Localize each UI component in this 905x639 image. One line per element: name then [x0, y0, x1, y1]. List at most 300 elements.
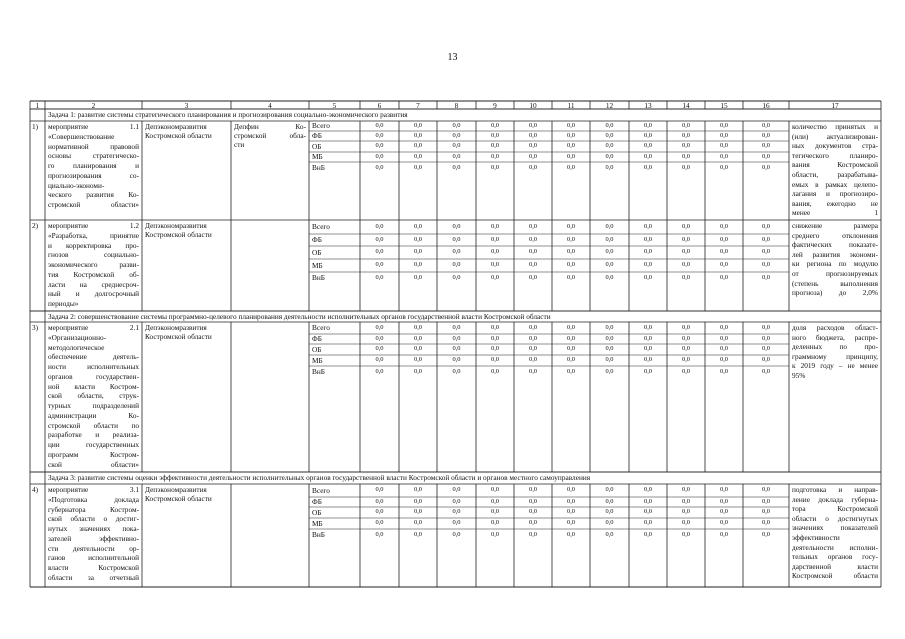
funding-value: 0,0	[720, 323, 728, 331]
funding-value: 0,0	[375, 235, 384, 243]
event-line: «Совершенствование	[48, 132, 115, 141]
funding-value: 0,0	[605, 356, 614, 363]
event-line: нутых значениях пока-	[48, 525, 139, 533]
funding-value: 0,0	[414, 235, 422, 243]
funding-value: 0,0	[452, 152, 461, 160]
funding-value: 0,0	[720, 367, 728, 375]
funding-value: 0,0	[491, 152, 499, 160]
funding-value: 0,0	[605, 530, 614, 538]
funding-value: 0,0	[491, 367, 499, 375]
event-line: нормативной правовой	[48, 142, 139, 151]
funding-value: 0,0	[720, 163, 728, 171]
funding-value: 0,0	[375, 345, 384, 352]
funding-value: 0,0	[375, 163, 384, 171]
row-number: 4)	[32, 486, 39, 494]
funding-value: 0,0	[491, 142, 499, 149]
funding-value: 0,0	[414, 508, 422, 515]
event-line: го планирования и	[48, 162, 139, 170]
result-line: граммному принципу,	[792, 352, 878, 361]
funding-value: 0,0	[605, 334, 614, 342]
funding-value: 0,0	[682, 486, 690, 493]
column-header: 16	[762, 101, 770, 110]
funding-value: 0,0	[644, 121, 652, 129]
funding-value: 0,0	[720, 334, 728, 342]
funding-value: 0,0	[682, 497, 690, 505]
event-line: экономического разви-	[48, 261, 139, 269]
funding-value: 0,0	[682, 345, 690, 352]
funding-value: 0,0	[644, 152, 652, 160]
participant-line: Депфин Ко-	[234, 123, 306, 131]
column-header: 7	[416, 101, 420, 110]
funding-value: 0,0	[567, 345, 575, 352]
funding-value: 0,0	[529, 163, 537, 171]
funding-value: 0,0	[567, 530, 575, 538]
funding-value: 0,0	[414, 121, 422, 129]
funding-value: 0,0	[605, 519, 614, 526]
funding-value: 0,0	[491, 334, 499, 342]
funding-value: 0,0	[682, 142, 690, 149]
funding-value: 0,0	[682, 530, 690, 538]
funding-value: 0,0	[682, 235, 690, 243]
funding-value: 0,0	[491, 131, 499, 139]
funding-value: 0,0	[720, 261, 728, 268]
result-line: вания Костромской	[792, 161, 878, 170]
funding-value: 0,0	[720, 222, 728, 230]
funding-value: 0,0	[605, 345, 614, 352]
result-line: снижение размера	[792, 222, 878, 230]
funding-value: 0,0	[762, 367, 770, 375]
event-line: мероприятие 1.2	[48, 222, 139, 230]
funding-value: 0,0	[605, 486, 614, 493]
event-line: прогнозирования со-	[48, 171, 139, 180]
row-number: 3)	[32, 324, 39, 332]
funding-value: 0,0	[452, 121, 461, 129]
funding-value: 0,0	[682, 519, 690, 526]
row-number: 1)	[32, 123, 39, 131]
funding-value: 0,0	[644, 222, 652, 230]
funding-value: 0,0	[491, 486, 499, 493]
funding-value: 0,0	[375, 142, 384, 149]
funding-value: 0,0	[720, 508, 728, 515]
funding-value: 0,0	[529, 497, 537, 505]
funding-value: 0,0	[762, 248, 770, 255]
funding-value: 0,0	[414, 323, 422, 331]
column-header: 17	[831, 101, 839, 110]
funding-value: 0,0	[529, 334, 537, 342]
funding-value: 0,0	[452, 248, 461, 255]
funding-source: МБ	[312, 153, 323, 161]
funding-value: 0,0	[682, 261, 690, 268]
funding-value: 0,0	[720, 497, 728, 505]
funding-value: 0,0	[529, 222, 537, 230]
funding-value: 0,0	[605, 261, 614, 268]
funding-source: ОБ	[312, 345, 322, 354]
funding-source: МБ	[312, 261, 323, 270]
funding-source: Всего	[312, 324, 330, 332]
funding-value: 0,0	[567, 121, 575, 129]
executor-line: Костромской области	[145, 231, 212, 240]
executor-line: Костромской области	[145, 495, 212, 504]
funding-value: 0,0	[491, 519, 499, 526]
funding-value: 0,0	[720, 519, 728, 526]
funding-value: 0,0	[452, 345, 461, 352]
event-line: гнозов социально-	[48, 251, 139, 260]
funding-value: 0,0	[491, 163, 499, 171]
result-line: дарственной власти	[792, 562, 878, 571]
funding-value: 0,0	[452, 334, 461, 342]
funding-value: 0,0	[491, 345, 499, 352]
funding-value: 0,0	[567, 367, 575, 375]
funding-value: 0,0	[567, 323, 575, 331]
funding-source: Всего	[312, 122, 330, 130]
funding-value: 0,0	[762, 486, 770, 493]
column-header: 8	[454, 101, 459, 110]
funding-value: 0,0	[567, 273, 575, 281]
result-line: подготовка и направ-	[792, 486, 878, 494]
funding-value: 0,0	[682, 248, 690, 255]
funding-value: 0,0	[414, 261, 422, 268]
result-line: значениях показателей	[792, 524, 878, 533]
executor-line: Депэкономразвития	[145, 222, 207, 230]
funding-value: 0,0	[529, 323, 537, 331]
funding-value: 0,0	[375, 152, 384, 160]
funding-value: 0,0	[567, 163, 575, 171]
funding-value: 0,0	[682, 273, 690, 281]
column-header: 11	[567, 101, 575, 110]
funding-value: 0,0	[605, 163, 614, 171]
column-header: 13	[644, 101, 652, 110]
result-line: ки региона по модулю	[792, 260, 878, 269]
funding-value: 0,0	[414, 530, 422, 538]
executor-line: Депэкономразвития	[145, 324, 207, 332]
column-header: 6	[377, 101, 382, 110]
event-line: разработке и реализа-	[48, 431, 139, 440]
funding-value: 0,0	[720, 131, 728, 139]
result-line: лагания и прогнозиро-	[792, 190, 878, 199]
funding-value: 0,0	[529, 508, 537, 515]
column-header: 5	[332, 101, 337, 110]
participant-line: стромской обла-	[234, 132, 306, 141]
funding-value: 0,0	[375, 248, 384, 255]
event-line: ный и долгосрочный	[48, 290, 139, 299]
funding-value: 0,0	[762, 356, 770, 363]
event-line: основы стратегическо-	[48, 152, 139, 161]
funding-source: ВнБ	[312, 274, 325, 282]
funding-source: ВнБ	[312, 164, 325, 172]
event-line: программ Костром-	[48, 450, 139, 459]
event-line: ганов исполнительной	[48, 554, 139, 563]
result-line: тельных органов госу-	[792, 553, 878, 562]
event-line: циально-экономи-	[48, 181, 105, 190]
funding-value: 0,0	[762, 131, 770, 139]
funding-value: 0,0	[529, 273, 537, 281]
funding-value: 0,0	[644, 235, 652, 243]
funding-value: 0,0	[682, 152, 690, 160]
funding-source: ОБ	[312, 142, 322, 151]
funding-value: 0,0	[529, 121, 537, 129]
result-line: доля расходов област-	[792, 324, 878, 332]
funding-value: 0,0	[644, 131, 652, 139]
result-line: 95%	[792, 372, 806, 380]
funding-value: 0,0	[491, 121, 499, 129]
result-line: деятельности исполни-	[792, 543, 878, 552]
event-line: ласти на среднесроч-	[48, 280, 139, 289]
funding-value: 0,0	[414, 367, 422, 375]
funding-value: 0,0	[605, 367, 614, 375]
funding-value: 0,0	[529, 261, 537, 268]
funding-value: 0,0	[567, 131, 575, 139]
funding-value: 0,0	[414, 519, 422, 526]
task-title: Задача 2: совершенствование системы программно-целевого планирования деятельности исполнительных органов государственной власти Костромской области	[48, 313, 551, 321]
funding-source: ФБ	[312, 498, 322, 506]
funding-value: 0,0	[491, 222, 499, 230]
funding-value: 0,0	[605, 248, 614, 255]
funding-value: 0,0	[762, 163, 770, 171]
event-line: мероприятие 2.1	[48, 324, 139, 332]
funding-value: 0,0	[375, 261, 384, 268]
event-line: «Подготовка доклада	[48, 495, 139, 504]
funding-value: 0,0	[644, 508, 652, 515]
event-line: методологическое	[48, 343, 105, 352]
funding-value: 0,0	[644, 486, 652, 493]
funding-value: 0,0	[720, 235, 728, 243]
result-line: фактических показате-	[792, 241, 878, 250]
funding-value: 0,0	[720, 152, 728, 160]
event-line: ческого развития Ко-	[48, 191, 139, 200]
funding-value: 0,0	[452, 142, 461, 149]
funding-value: 0,0	[605, 497, 614, 505]
funding-value: 0,0	[529, 345, 537, 352]
funding-value: 0,0	[644, 261, 652, 268]
funding-value: 0,0	[762, 508, 770, 515]
executor-line: Костромской области	[145, 333, 212, 342]
funding-value: 0,0	[375, 323, 384, 331]
executor-line: Депэкономразвития	[145, 123, 207, 131]
result-line: прогноза) до 2,0%	[792, 289, 878, 298]
funding-value: 0,0	[452, 486, 461, 493]
event-line: губернатора Костром-	[48, 505, 139, 514]
result-line: от прогнозируемых	[792, 270, 878, 278]
funding-value: 0,0	[605, 222, 614, 230]
funding-source: МБ	[312, 519, 323, 528]
funding-value: 0,0	[375, 334, 384, 342]
row-number: 2)	[32, 222, 39, 230]
funding-value: 0,0	[682, 356, 690, 363]
funding-value: 0,0	[567, 497, 575, 505]
event-line: и корректировка про-	[48, 241, 139, 250]
funding-value: 0,0	[644, 273, 652, 281]
page-number: 13	[447, 52, 458, 63]
result-line: Костромской области	[792, 572, 878, 581]
funding-value: 0,0	[682, 121, 690, 129]
funding-value: 0,0	[720, 530, 728, 538]
funding-value: 0,0	[529, 142, 537, 149]
funding-value: 0,0	[644, 356, 652, 363]
task-title: Задача 1: развитие системы стратегического планирования и прогнозирования социально-экономического развития	[48, 111, 408, 119]
participant-line: сти	[234, 141, 245, 150]
funding-value: 0,0	[375, 222, 384, 230]
funding-value: 0,0	[414, 273, 422, 281]
funding-value: 0,0	[375, 519, 384, 526]
funding-value: 0,0	[414, 345, 422, 352]
funding-value: 0,0	[567, 235, 575, 243]
funding-value: 0,0	[762, 142, 770, 149]
funding-source: Всего	[312, 223, 330, 231]
event-line: «Разработка, принятие	[48, 231, 139, 240]
funding-value: 0,0	[452, 131, 461, 139]
funding-value: 0,0	[452, 222, 461, 230]
funding-value: 0,0	[567, 356, 575, 363]
funding-value: 0,0	[762, 222, 770, 230]
event-line: сти деятельности ор-	[48, 544, 139, 553]
funding-value: 0,0	[720, 273, 728, 281]
funding-value: 0,0	[452, 261, 461, 268]
result-line: менее 1	[792, 209, 878, 218]
result-line: деленных по про-	[792, 343, 878, 352]
funding-value: 0,0	[682, 163, 690, 171]
funding-value: 0,0	[567, 261, 575, 268]
funding-value: 0,0	[682, 323, 690, 331]
funding-value: 0,0	[605, 152, 614, 160]
event-line: ской области, струк-	[48, 392, 139, 401]
funding-value: 0,0	[644, 345, 652, 352]
funding-value: 0,0	[605, 273, 614, 281]
funding-value: 0,0	[375, 131, 384, 139]
event-line: ции государственных	[48, 441, 139, 449]
funding-value: 0,0	[452, 235, 461, 243]
result-line: среднего отклонения	[792, 231, 878, 240]
funding-value: 0,0	[414, 222, 422, 230]
funding-value: 0,0	[567, 519, 575, 526]
funding-value: 0,0	[375, 121, 384, 129]
funding-value: 0,0	[762, 152, 770, 160]
funding-value: 0,0	[491, 356, 499, 363]
column-header: 12	[605, 101, 614, 110]
result-line: количество принятых и	[792, 123, 878, 131]
funding-value: 0,0	[452, 356, 461, 363]
result-line: (степень выполнения	[792, 279, 878, 288]
funding-value: 0,0	[682, 222, 690, 230]
result-line: вания, ежегодно не	[792, 199, 878, 208]
column-header: 10	[529, 101, 537, 110]
event-line: ской области»	[48, 460, 139, 469]
result-line: ных документов стра-	[792, 142, 878, 151]
result-line: ление доклада губерна-	[792, 495, 878, 504]
event-line: стромской области»	[48, 201, 139, 209]
funding-value: 0,0	[491, 248, 499, 255]
funding-value: 0,0	[644, 497, 652, 505]
funding-value: 0,0	[762, 519, 770, 526]
funding-value: 0,0	[605, 508, 614, 515]
funding-value: 0,0	[375, 367, 384, 375]
funding-value: 0,0	[452, 163, 461, 171]
funding-value: 0,0	[567, 248, 575, 255]
funding-value: 0,0	[567, 334, 575, 342]
event-line: обеспечение деятель-	[48, 353, 139, 362]
event-line: власти Костромской	[48, 564, 139, 572]
result-line: тегического планиро-	[792, 151, 878, 160]
event-line: тия Костромской об-	[48, 270, 139, 279]
event-line: периоды»	[48, 300, 79, 308]
funding-source: Всего	[312, 486, 330, 495]
funding-value: 0,0	[644, 367, 652, 375]
funding-value: 0,0	[720, 486, 728, 493]
event-line: стромской области по	[48, 421, 139, 430]
funding-source: ВнБ	[312, 531, 325, 539]
event-line: органов государствен-	[48, 372, 139, 381]
funding-value: 0,0	[720, 142, 728, 149]
funding-value: 0,0	[605, 142, 614, 149]
funding-value: 0,0	[491, 235, 499, 243]
funding-value: 0,0	[644, 142, 652, 149]
funding-value: 0,0	[762, 345, 770, 352]
column-header: 3	[184, 101, 189, 110]
funding-value: 0,0	[375, 508, 384, 515]
funding-value: 0,0	[414, 142, 422, 149]
funding-value: 0,0	[491, 273, 499, 281]
event-line: ской области о достиг-	[48, 515, 139, 524]
funding-value: 0,0	[720, 248, 728, 255]
result-line: эффективности	[792, 534, 840, 542]
funding-value: 0,0	[452, 519, 461, 526]
funding-value: 0,0	[491, 261, 499, 268]
funding-value: 0,0	[529, 530, 537, 538]
funding-value: 0,0	[762, 497, 770, 505]
funding-value: 0,0	[529, 248, 537, 255]
funding-value: 0,0	[567, 142, 575, 149]
funding-value: 0,0	[762, 261, 770, 268]
funding-value: 0,0	[644, 519, 652, 526]
funding-source: ВнБ	[312, 368, 325, 376]
event-line: администрации Ко-	[48, 411, 139, 420]
funding-value: 0,0	[682, 508, 690, 515]
column-header: 14	[682, 101, 690, 110]
funding-value: 0,0	[529, 486, 537, 493]
funding-value: 0,0	[452, 367, 461, 375]
funding-value: 0,0	[529, 235, 537, 243]
event-line: зателей эффективно-	[48, 534, 139, 543]
funding-value: 0,0	[567, 152, 575, 160]
event-line: области за отчетный	[48, 573, 139, 582]
funding-value: 0,0	[605, 121, 614, 129]
funding-value: 0,0	[762, 323, 770, 331]
funding-value: 0,0	[414, 152, 422, 160]
funding-source: ОБ	[312, 248, 322, 257]
funding-value: 0,0	[529, 367, 537, 375]
result-line: области, разрабатыва-	[792, 171, 878, 179]
funding-value: 0,0	[375, 486, 384, 493]
result-line: лей развития экономи-	[792, 250, 878, 259]
funding-value: 0,0	[644, 323, 652, 331]
result-line: (или) актуализирован-	[792, 132, 878, 141]
funding-source: ФБ	[312, 236, 322, 244]
executor-line: Костромской области	[145, 132, 212, 141]
executor-line: Депэкономразвития	[145, 486, 207, 494]
result-line: ного бюджета, распре-	[792, 333, 878, 342]
funding-value: 0,0	[491, 497, 499, 505]
funding-value: 0,0	[567, 222, 575, 230]
funding-value: 0,0	[414, 131, 422, 139]
result-line: к 2019 году – не менее	[792, 362, 878, 371]
funding-value: 0,0	[375, 273, 384, 281]
funding-value: 0,0	[644, 248, 652, 255]
task-title: Задача 3: развитие системы оценки эффективности деятельности исполнительных органов государственной власти Костромской области и органов местного самоуправления	[48, 474, 591, 482]
funding-value: 0,0	[762, 235, 770, 243]
funding-value: 0,0	[375, 497, 384, 505]
column-header: 15	[720, 101, 728, 110]
funding-value: 0,0	[414, 356, 422, 363]
funding-value: 0,0	[491, 508, 499, 515]
